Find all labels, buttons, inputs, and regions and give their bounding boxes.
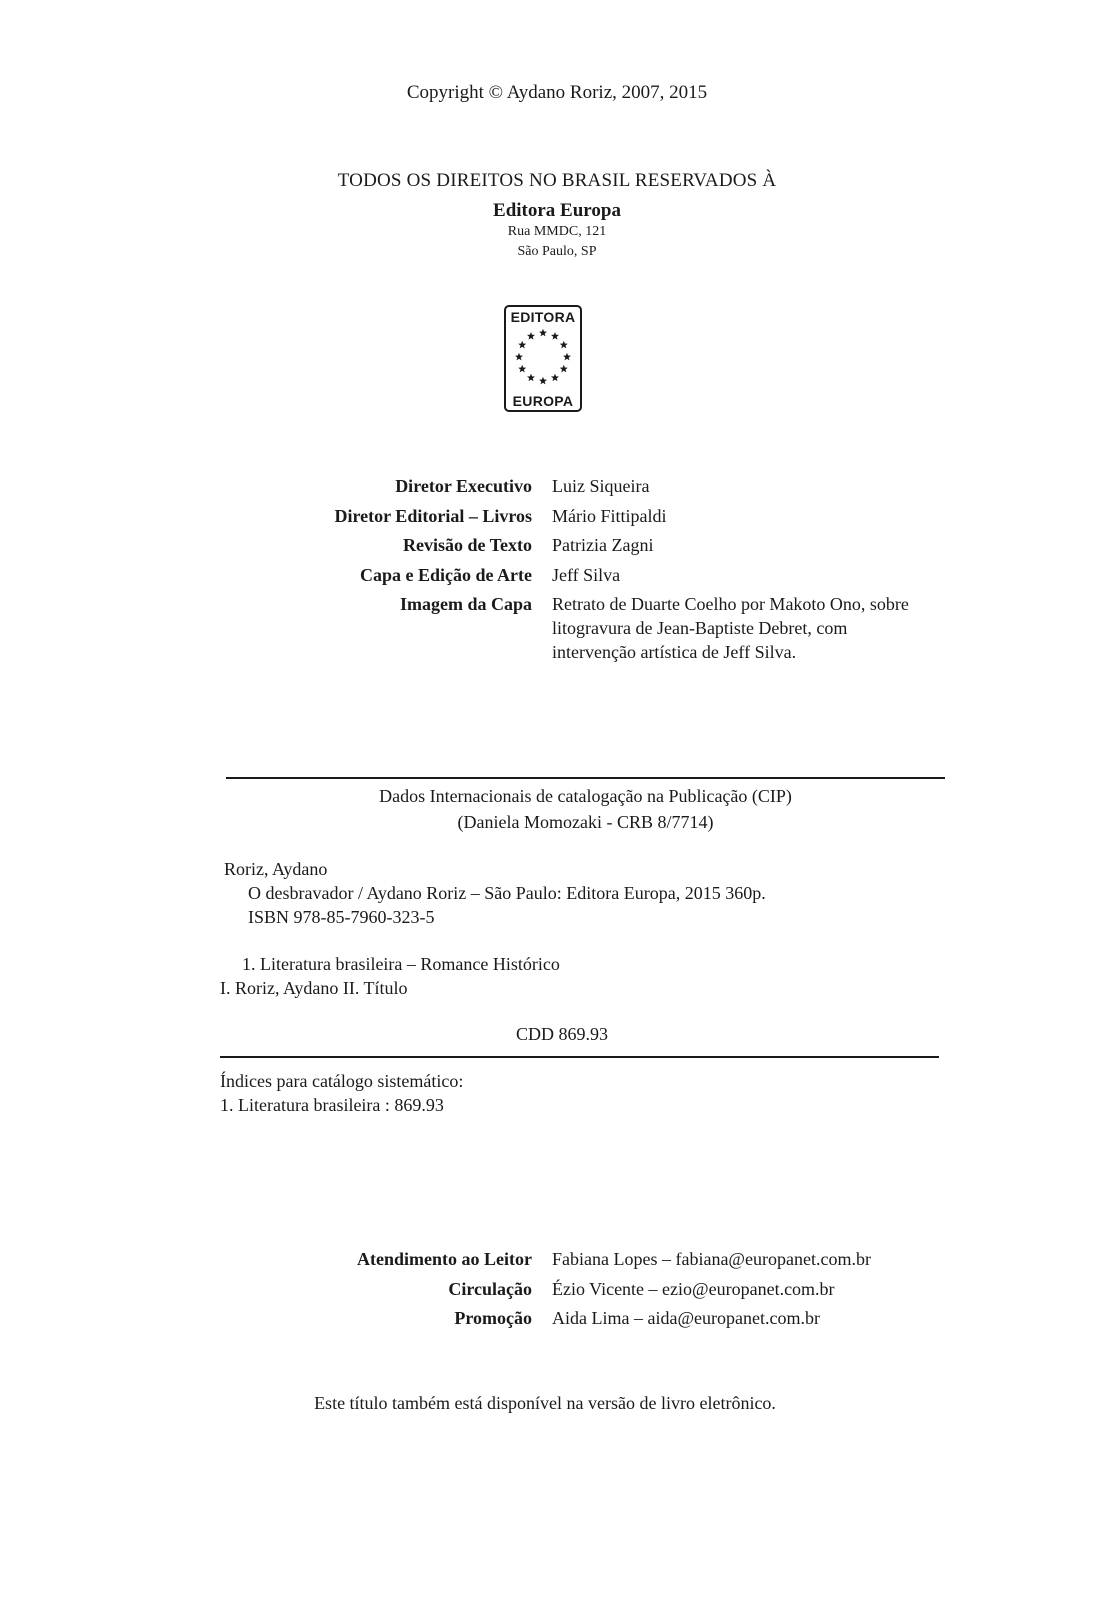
credit-role: Diretor Executivo xyxy=(395,476,532,496)
logo-top-text: EDITORA xyxy=(510,309,576,325)
publisher-name: Editora Europa xyxy=(493,200,621,221)
cip-top-rule xyxy=(226,777,945,779)
rights-reserved-line: TODOS OS DIREITOS NO BRASIL RESERVADOS À xyxy=(337,170,777,191)
contact-row xyxy=(0,1249,1114,1279)
logo-star-icon xyxy=(518,365,526,373)
contact-role: Atendimento ao Leitor xyxy=(357,1249,532,1269)
logo-star-icon xyxy=(563,353,571,361)
cip-isbn: ISBN 978-85-7960-323-5 xyxy=(248,907,435,927)
contact-name: Ézio Vicente – ezio@europanet.com.br xyxy=(552,1278,835,1299)
index-title: Índices para catálogo sistemático: xyxy=(220,1071,464,1091)
credit-row xyxy=(0,535,1114,565)
contacts-list xyxy=(0,1249,1114,1338)
publisher-address-street: Rua MMDC, 121 xyxy=(507,224,607,239)
credit-row xyxy=(0,594,1114,663)
credit-row xyxy=(0,476,1114,506)
copyright-line: Copyright © Aydano Roriz, 2007, 2015 xyxy=(406,82,708,103)
logo-bottom-text: EUROPA xyxy=(512,393,574,409)
credits-list xyxy=(0,476,1114,663)
logo-star-icon xyxy=(539,329,547,337)
credit-role: Diretor Editorial – Livros xyxy=(334,505,532,526)
credit-name: Patrizia Zagni xyxy=(552,535,654,556)
contact-row xyxy=(0,1279,1114,1309)
contact-role: Circulação xyxy=(448,1278,532,1299)
cip-cdd: CDD 869.93 xyxy=(516,1024,609,1044)
cip-bottom-rule xyxy=(220,1056,939,1058)
cip-title: Dados Internacionais de catalogação na Publicação (CIP) xyxy=(379,786,792,806)
publisher-logo xyxy=(504,305,582,412)
logo-star-icon xyxy=(515,353,523,361)
logo-star-icon xyxy=(560,341,568,349)
logo-star-icon xyxy=(527,374,535,382)
logo-star-icon xyxy=(539,377,547,385)
credit-role: Capa e Edição de Arte xyxy=(360,564,532,585)
logo-star-icon xyxy=(518,341,526,349)
index-item: 1. Literatura brasileira : 869.93 xyxy=(220,1095,444,1115)
cip-subject: 1. Literatura brasileira – Romance Histórico xyxy=(242,954,560,974)
cip-author: Roriz, Aydano xyxy=(224,859,328,879)
credit-role: Revisão de Texto xyxy=(402,535,532,556)
contact-name: Aida Lima – aida@europanet.com.br xyxy=(552,1308,820,1329)
logo-star-icon xyxy=(551,332,559,340)
contact-role: Promoção xyxy=(454,1308,532,1329)
credit-name: Mário Fittipaldi xyxy=(552,505,667,526)
publisher-address-city: São Paulo, SP xyxy=(517,244,597,259)
credit-name: Retrato de Duarte Coelho por Makoto Ono, sobre litogravura de Jean-Baptiste Debret, com intervenção artística de Jeff Silva. xyxy=(552,594,909,663)
logo-star-icon xyxy=(560,365,568,373)
credit-role: Imagem da Capa xyxy=(399,594,532,615)
star-circle-logo-icon xyxy=(515,327,571,391)
logo-star-icon xyxy=(527,332,535,340)
contact-name: Fabiana Lopes – fabiana@europanet.com.br xyxy=(552,1249,871,1269)
credit-row xyxy=(0,506,1114,536)
cip-added-entries: I. Roriz, Aydano II. Título xyxy=(220,978,408,998)
credit-row xyxy=(0,565,1114,595)
cip-entry: O desbravador / Aydano Roriz – São Paulo: Editora Europa, 2015 360p. xyxy=(248,883,766,903)
logo-star-icon xyxy=(551,374,559,382)
ebook-note: Este título também está disponível na versão de livro eletrônico. xyxy=(314,1393,776,1413)
cip-librarian: (Daniela Momozaki - CRB 8/7714) xyxy=(457,812,714,832)
credit-name: Jeff Silva xyxy=(552,564,621,585)
credit-name: Luiz Siqueira xyxy=(552,476,650,496)
contact-row xyxy=(0,1308,1114,1338)
